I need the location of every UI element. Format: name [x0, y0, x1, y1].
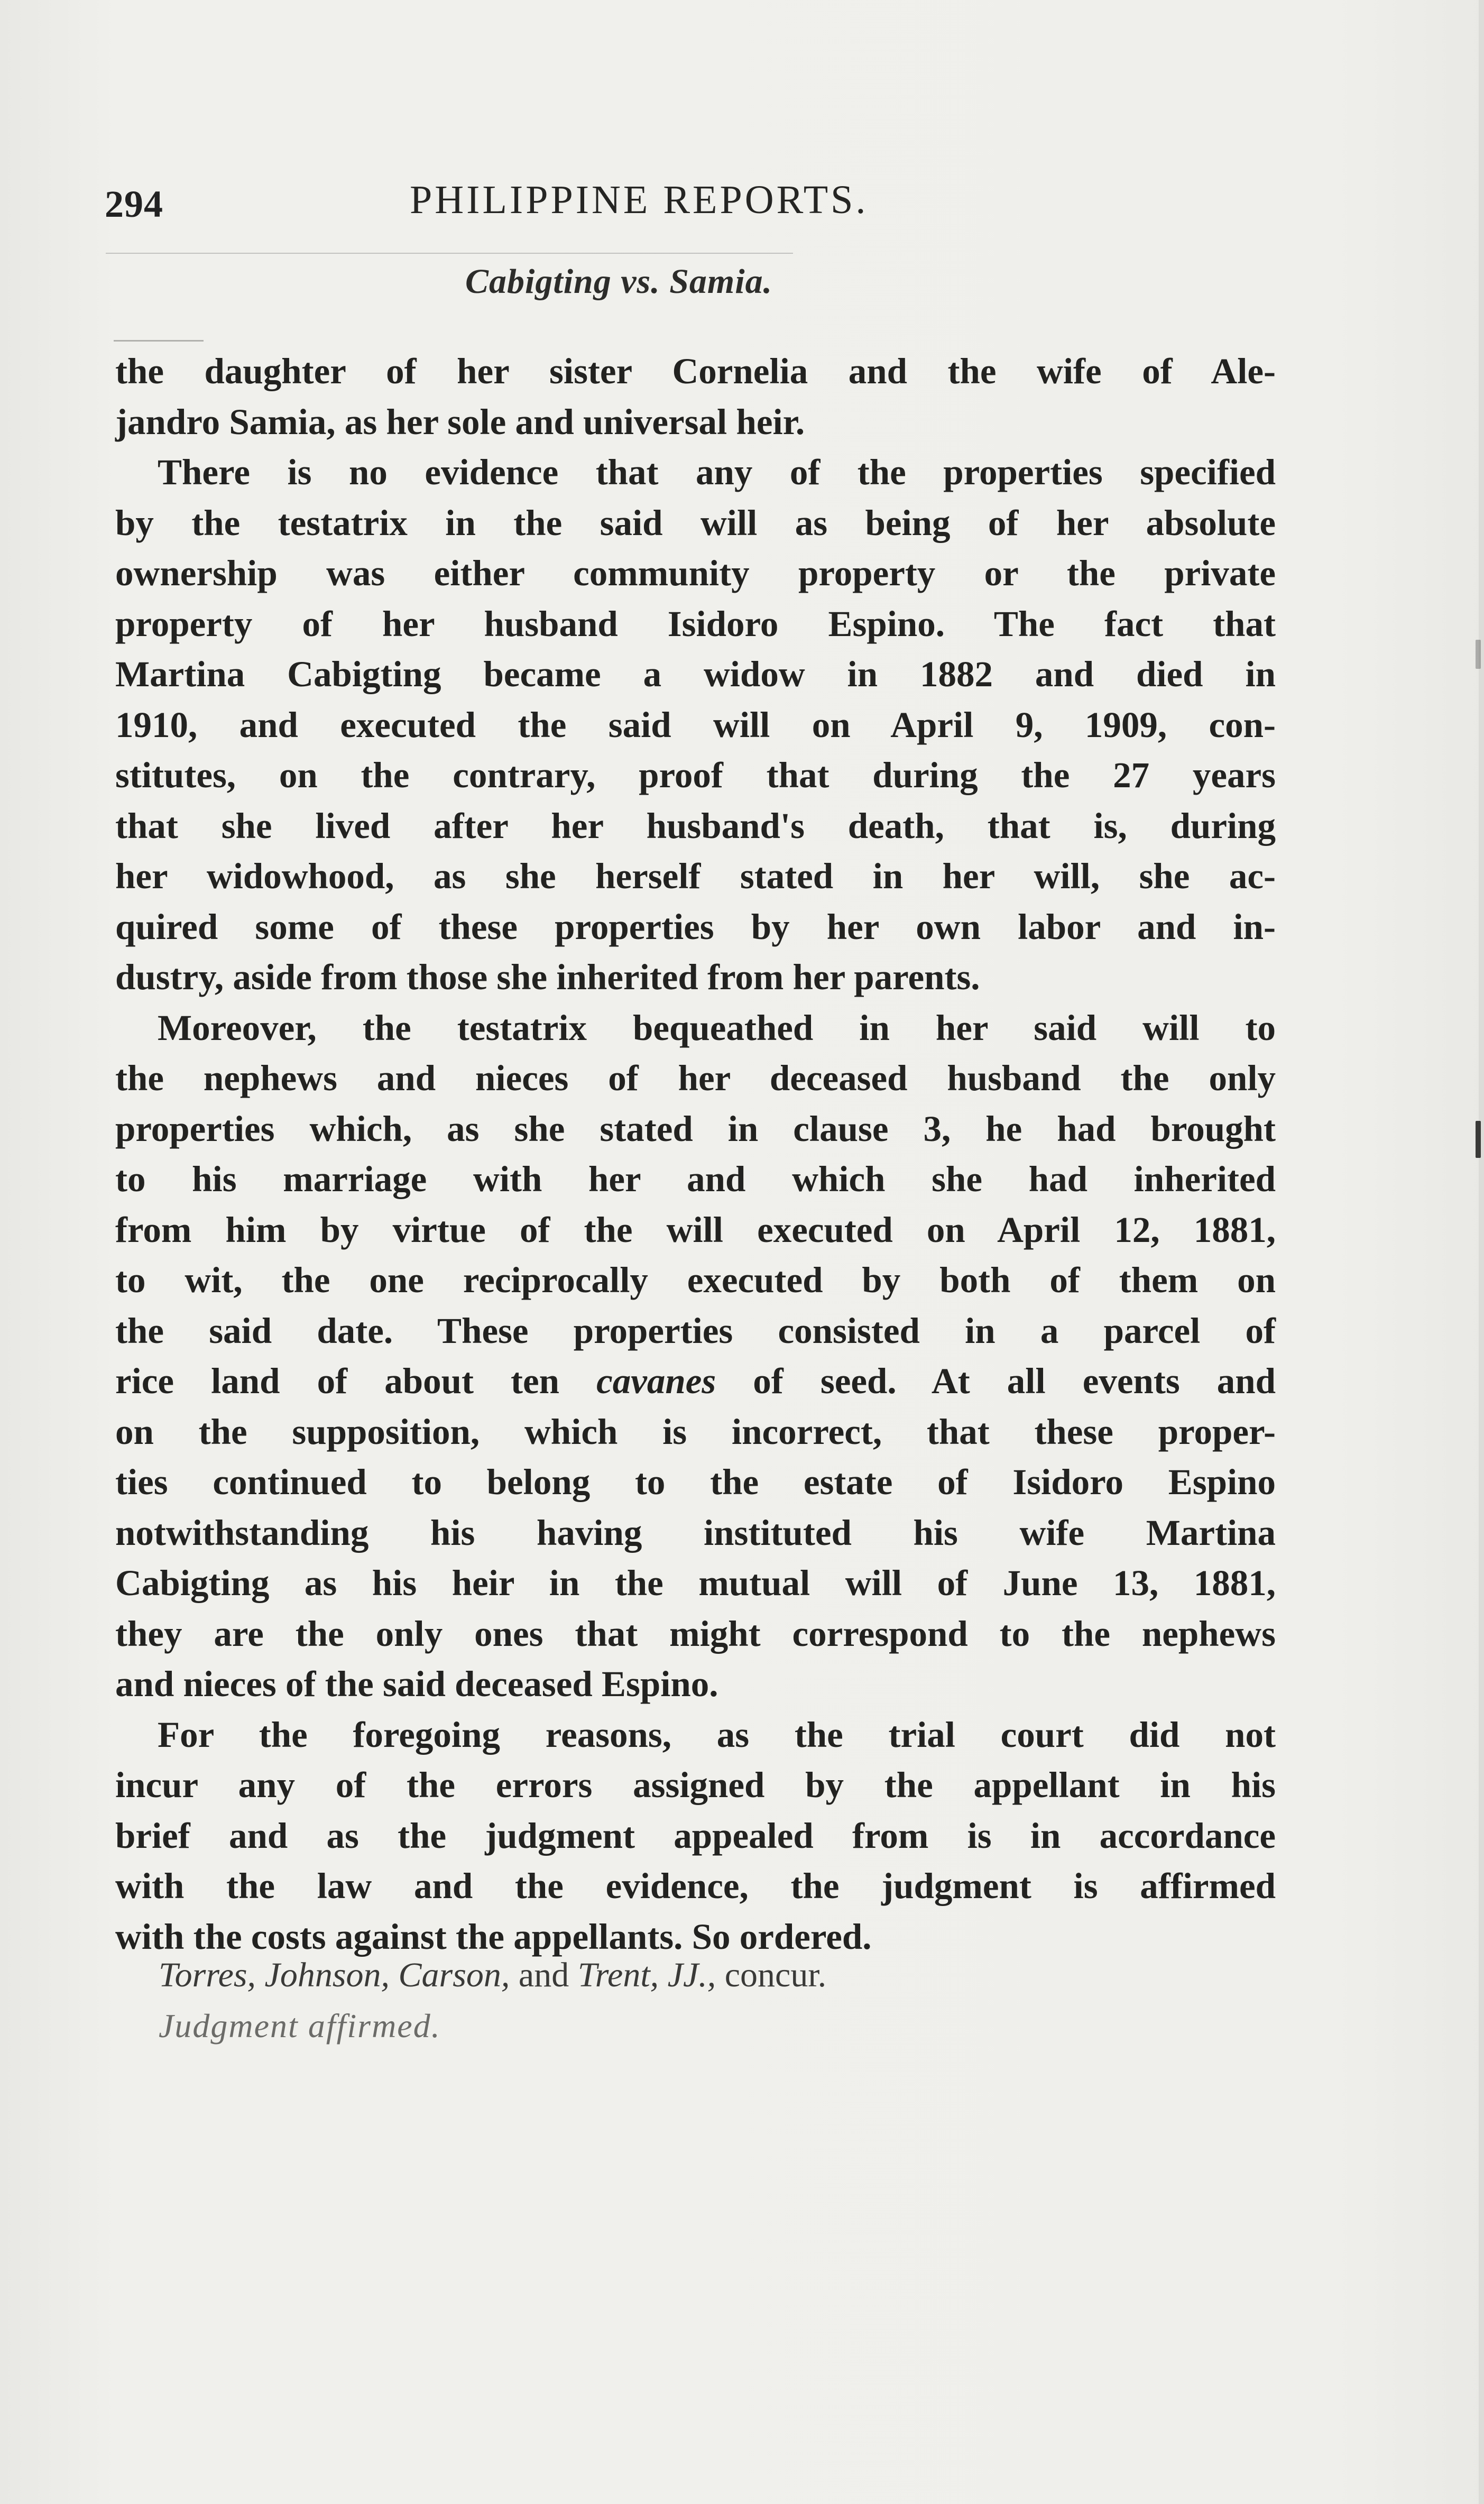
text-line: to his marriage with her and which she had inherited: [115, 1159, 1276, 1199]
text-segment: rice land of about ten: [115, 1361, 597, 1401]
text-line: Moreover, the testatrix bequeathed in her said will to: [158, 1007, 1276, 1048]
page-edge: [1479, 0, 1484, 2504]
text-line: ties continued to belong to the estate of Isidoro Espino: [115, 1462, 1276, 1502]
text-line: and nieces of the said deceased Espino.: [115, 1664, 718, 1704]
text-line: with the law and the evidence, the judgment is affirmed: [115, 1866, 1276, 1906]
text-line: properties which, as she stated in clause 3, he had brought: [115, 1108, 1276, 1149]
text-line: notwithstanding his having instituted his wife Martina: [115, 1512, 1276, 1553]
text-line: jandro Samia, as her sole and universal heir.: [115, 401, 805, 442]
text-line: the daughter of her sister Cornelia and the wife of Ale-: [115, 351, 1276, 391]
text-line: property of her husband Isidoro Espino. The fact that: [115, 603, 1276, 644]
text-line: stitutes, on the contrary, proof that during the 27 years: [115, 755, 1276, 795]
case-caption: Cabigting vs. Samia.: [465, 262, 773, 301]
disposition: Judgment affirmed.: [159, 2007, 441, 2045]
edge-mark-middle: [1476, 1121, 1481, 1158]
edge-mark-upper: [1476, 640, 1481, 669]
text-line: to wit, the one reciprocally executed by both of them on: [115, 1260, 1276, 1300]
header-rule: [106, 253, 793, 254]
text-line: incur any of the errors assigned by the appellant in his: [115, 1765, 1276, 1805]
text-line: There is no evidence that any of the properties specified: [158, 452, 1276, 492]
opinion-body: [115, 346, 1276, 1962]
text-line: For the foregoing reasons, as the trial court did not: [158, 1714, 1276, 1755]
paragraph-4: [115, 1710, 1276, 1963]
text-line: by the testatrix in the said will as being of her absolute: [115, 502, 1276, 543]
page-number: 294: [105, 183, 163, 225]
text-line: dustry, aside from those she inherited from her parents.: [115, 957, 980, 997]
text-line: that she lived after her husband's death, that is, during: [115, 805, 1276, 846]
text-line: her widowhood, as she herself stated in her will, she ac-: [115, 856, 1276, 896]
text-line: the said date. These properties consisted in a parcel of: [115, 1310, 1276, 1351]
text-line: brief and as the judgment appealed from is in accordance: [115, 1815, 1276, 1856]
text-line: Martina Cabigting became a widow in 1882 and died in: [115, 654, 1276, 694]
paragraph-1: [115, 346, 1276, 447]
text-line: on the supposition, which is incorrect, that these proper-: [115, 1411, 1276, 1452]
text-line-with-italic: [115, 1356, 1276, 1407]
text-line: the nephews and nieces of her deceased husband the only: [115, 1058, 1276, 1098]
paragraph-3: [115, 1003, 1276, 1710]
concur-text: concur.: [716, 1956, 827, 1994]
text-line: Cabigting as his heir in the mutual will of June 13, 1881,: [115, 1563, 1276, 1603]
text-line: from him by virtue of the will executed on April 12, 1881,: [115, 1209, 1276, 1250]
text-segment: of seed. At all events and: [716, 1361, 1276, 1401]
paragraph-2: [115, 447, 1276, 1003]
italic-term: cavanes: [596, 1361, 716, 1401]
conjunction: and: [510, 1956, 578, 1994]
caption-rule: [114, 340, 204, 342]
justice-names: Torres, Johnson, Carson,: [159, 1956, 510, 1994]
text-line: quired some of these properties by her own labor and in-: [115, 906, 1276, 947]
concurring-justices: [159, 1955, 826, 1995]
text-line: ownership was either community property or the private: [115, 553, 1276, 593]
text-line: 1910, and executed the said will on April 9, 1909, con-: [115, 704, 1276, 745]
running-head: PHILIPPINE REPORTS.: [410, 178, 869, 222]
text-line: with the costs against the appellants. So ordered.: [115, 1916, 872, 1957]
text-line: they are the only ones that might correspond to the nephews: [115, 1613, 1276, 1654]
justice-last: Trent, JJ.,: [577, 1956, 716, 1994]
